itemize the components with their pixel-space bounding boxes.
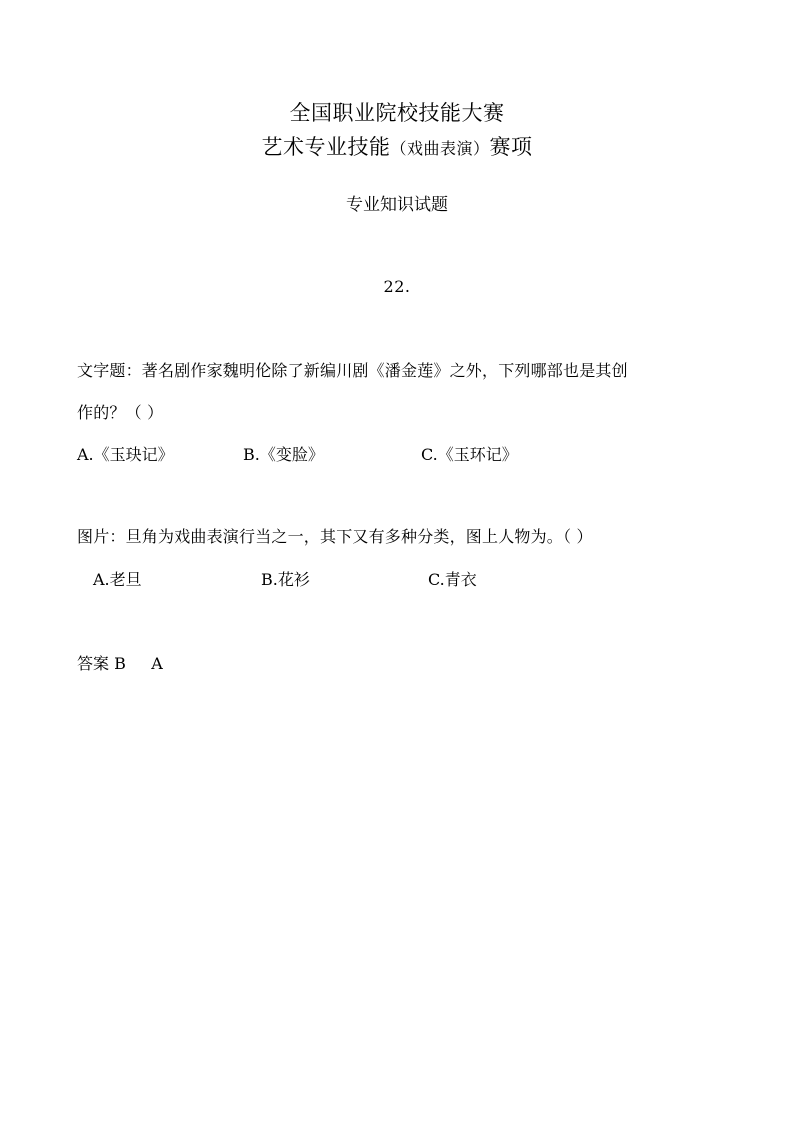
text-question-line-1: 文字题：著名剧作家魏明伦除了新编川剧《潘金莲》之外，下列哪部也是其创	[77, 361, 628, 380]
answer-line: 答案 B A	[77, 654, 163, 673]
image-option-b: B.花衫	[261, 570, 310, 589]
text-question-line-2: 作的？（ ）	[77, 403, 164, 422]
text-option-c: C.《玉环记》	[421, 445, 518, 464]
image-option-a: A.老旦	[93, 570, 142, 589]
text-option-a: A.《玉玦记》	[77, 445, 174, 464]
text-option-b: B.《变脸》	[243, 445, 324, 464]
competition-title: 全国职业院校技能大赛	[289, 101, 505, 125]
image-option-c: C.青衣	[428, 570, 477, 589]
question-number: 22.	[383, 277, 411, 296]
event-title-end: 赛项	[489, 135, 533, 159]
event-title-main: 艺术专业技能	[261, 135, 391, 159]
image-question: 图片：旦角为戏曲表演行当之一，其下又有多种分类，图上人物为。（ ）	[77, 527, 593, 546]
event-title	[0, 131, 794, 161]
event-title-paren: （戏曲表演）	[390, 139, 490, 158]
exam-subtitle: 专业知识试题	[346, 195, 448, 215]
